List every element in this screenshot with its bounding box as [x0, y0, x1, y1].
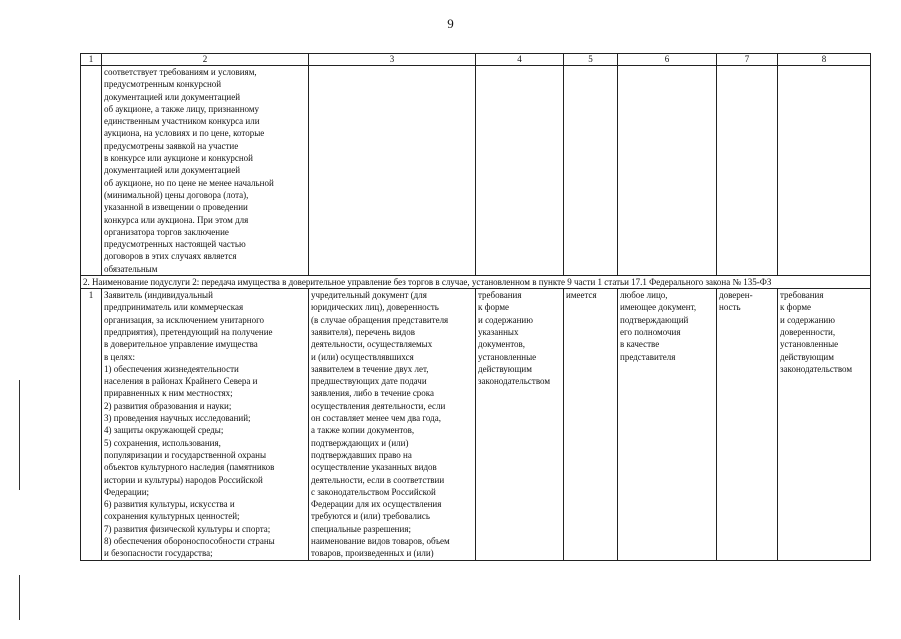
text-line: в доверительное управление имущества — [104, 339, 258, 350]
text-line: 2) развития образования и науки; — [104, 400, 232, 411]
table-cell — [81, 66, 102, 276]
column-header: 1 — [81, 54, 102, 66]
section-title: 2. Наименование подуслуги 2: передача имущества в доверительное управление без торгов в случае, установленном в пункте 9 части 1 статьи 17.1 Федерального закона № 135-ФЗ — [81, 276, 871, 289]
text-line: деятельности, осуществляемых — [311, 339, 433, 350]
text-line: осуществления деятельности, если — [311, 400, 446, 411]
column-header: 8 — [778, 54, 871, 66]
column-header: 3 — [309, 54, 476, 66]
row-number: 1 — [81, 289, 102, 561]
text-line: и безопасности государства; — [104, 548, 213, 559]
text-line: аукциона, на условиях и по цене, которые — [104, 128, 265, 139]
continuation-row — [81, 66, 871, 276]
text-line: заявления, либо в течение срока — [311, 388, 435, 399]
text-line: действующим — [478, 363, 532, 374]
text-line: (минимальной) цены договора (лота), — [104, 189, 249, 200]
text-line: населения в районах Крайнего Севера и — [104, 376, 258, 387]
availability-cell: имеется — [564, 289, 618, 561]
column-header: 5 — [564, 54, 618, 66]
text-line: требования — [478, 290, 522, 301]
table-cell — [717, 66, 778, 276]
text-line: указанных — [478, 326, 519, 337]
text-line: требуются и (или) требовались — [311, 511, 430, 522]
text-line: деятельности, если в соответствии — [311, 474, 445, 485]
text-line: имеющее документ, — [620, 302, 697, 313]
text-line: договоров в этих случаях является — [104, 251, 237, 262]
service-row — [81, 289, 871, 561]
text-line: доверен- — [719, 290, 753, 301]
text-line: организация, за исключением унитарного — [104, 314, 265, 325]
text-line: сохранения культурных ценностей; — [104, 511, 240, 522]
text-line: учредительный документ (для — [311, 290, 427, 301]
table-cell — [309, 66, 476, 276]
documents-cell — [309, 289, 476, 561]
text-line: организатора торгов заключение — [104, 226, 229, 237]
text-line: 4) защиты окружающей среды; — [104, 425, 224, 436]
text-line: указанной в извещении о проведении — [104, 202, 248, 213]
text-line: документов, — [478, 339, 526, 350]
column-header: 6 — [618, 54, 717, 66]
text-line: к форме — [780, 302, 812, 313]
text-line: любое лицо, — [620, 290, 668, 301]
text-line: заявителем в течение двух лет, — [311, 363, 429, 374]
text-line: юридических лиц), доверенность — [311, 302, 439, 313]
text-line: 8) обеспечения обороноспособности страны — [104, 535, 275, 546]
text-line: требования — [780, 290, 824, 301]
text-line: объектов культурного наследия (памятников — [104, 462, 275, 473]
text-line: представителя — [620, 351, 676, 362]
text-line: предусмотрены заявкой на участие — [104, 140, 239, 151]
text-line: соответствует требованиям и условиям, — [104, 67, 257, 77]
text-line: 3) проведения научных исследований; — [104, 413, 251, 424]
page-number: 9 — [447, 16, 454, 31]
text-line: 1) обеспечения жизнедеятельности — [104, 363, 239, 374]
text-line: действующим — [780, 351, 834, 362]
text-line: ность — [719, 302, 741, 313]
text-line: законодательством — [478, 376, 551, 387]
text-line: осуществление указанных видов — [311, 462, 437, 473]
text-line: он составляет менее чем два года, — [311, 413, 441, 424]
text-line: в качестве — [620, 339, 660, 350]
text-line: Федерации; — [104, 486, 150, 497]
column-number-header-row — [81, 54, 871, 66]
text-line: предприятия), претендующий на получение — [104, 326, 273, 337]
left-margin-line — [19, 380, 20, 490]
authority-document-cell — [717, 289, 778, 561]
text-line: обязательным — [104, 263, 158, 274]
text-line: об аукционе, а также лицу, признанному — [104, 103, 260, 114]
text-line: конкурса или аукциона. При этом для — [104, 214, 249, 225]
table-cell — [564, 66, 618, 276]
text-line: подтверждающих и (или) — [311, 437, 409, 448]
column-header: 7 — [717, 54, 778, 66]
text-line: документацией или документацией — [104, 165, 241, 176]
text-line: и содержанию — [478, 314, 533, 325]
text-line: доверенности, — [780, 326, 836, 337]
text-line: и содержанию — [780, 314, 835, 325]
text-line: заявителя), перечень видов — [311, 326, 415, 337]
text-line: и (или) осуществлявшихся — [311, 351, 414, 362]
table-cell — [476, 66, 564, 276]
text-line: Заявитель (индивидуальный — [104, 290, 213, 301]
table-cell — [778, 66, 871, 276]
section-title-row — [81, 276, 871, 289]
text-line: предприниматель или коммерческая — [104, 302, 244, 313]
text-line: приравненных к ним местностях; — [104, 388, 233, 399]
representative-cell — [618, 289, 717, 561]
authority-requirements-cell — [778, 289, 871, 561]
text-line: Федерации для их осуществления — [311, 499, 442, 510]
text-line: подтверждающий — [620, 314, 689, 325]
text-line: предусмотренным конкурсной — [104, 79, 222, 90]
text-line: в конкурсе или аукционе и конкурсной — [104, 153, 253, 164]
services-table — [80, 53, 871, 561]
text-line: об аукционе, но по цене не менее начальной — [104, 177, 274, 188]
text-line: законодательством — [780, 363, 853, 374]
text-line: истории и культуры) народов Российской — [104, 474, 263, 485]
requirements-cell — [476, 289, 564, 561]
text-line: подтверждавших право на — [311, 449, 412, 460]
text-line: документацией или документацией — [104, 91, 241, 102]
text-line: к форме — [478, 302, 510, 313]
text-line: установленные — [478, 351, 537, 362]
text-line: 7) развития физической культуры и спорта; — [104, 523, 271, 534]
left-margin-line-lower — [19, 575, 20, 620]
text-line: предусмотренных настоящей частью — [104, 239, 246, 250]
column-header: 2 — [102, 54, 309, 66]
text-line: единственным участником конкурса или — [104, 116, 260, 127]
table-cell — [618, 66, 717, 276]
continuation-text-cell — [102, 66, 309, 276]
text-line: товаров, произведенных и (или) — [311, 548, 434, 559]
text-line: установленные — [780, 339, 839, 350]
text-line: 5) сохранения, использования, — [104, 437, 221, 448]
text-line: 6) развития культуры, искусства и — [104, 499, 235, 510]
text-line: специальные разрешения; — [311, 523, 411, 534]
text-line: а также копии документов, — [311, 425, 415, 436]
text-line: (в случае обращения представителя — [311, 314, 449, 325]
applicant-category-cell — [102, 289, 309, 561]
text-line: его полномочия — [620, 326, 681, 337]
column-header: 4 — [476, 54, 564, 66]
text-line: в целях: — [104, 351, 135, 362]
text-line: предшествующих дате подачи — [311, 376, 427, 387]
text-line: с законодательством Российской — [311, 486, 436, 497]
text-line: наименование видов товаров, объем — [311, 535, 450, 546]
text-line: популяризации и государственной охраны — [104, 449, 267, 460]
